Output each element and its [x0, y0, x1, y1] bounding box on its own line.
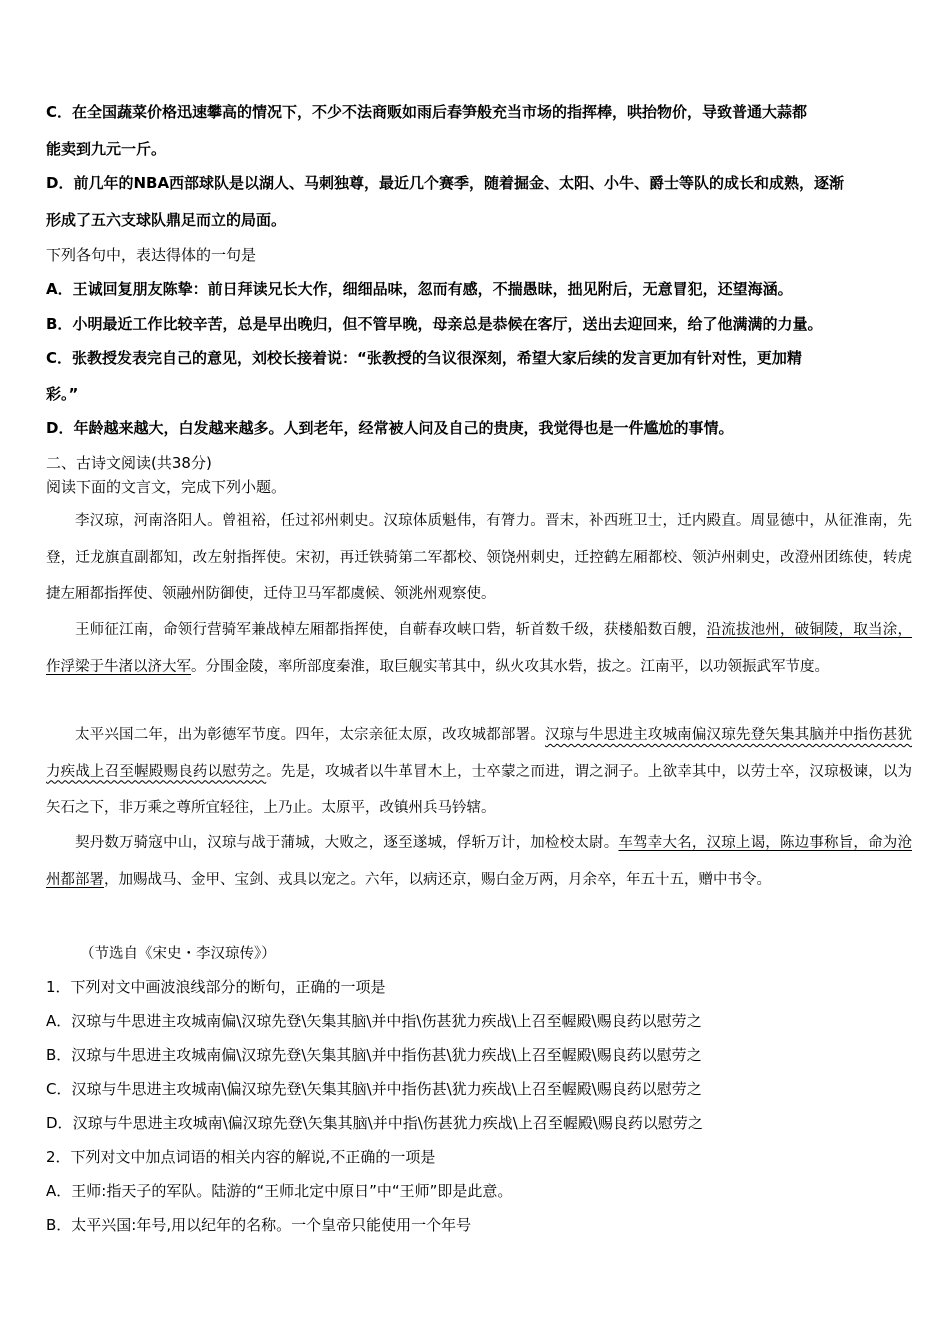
passage-paragraph-3: 太平兴国二年，出为彰德军节度。四年，太宗亲征太原，改攻城都部署。汉琼与牛思进主攻城南偏汉琼先登矢集其脑并中指伤甚犹力疾战上召至幄殿赐良药以慰劳之。先是，攻城者以牛革冒木上，士卒蒙之而进，谓之洞子。上欲幸其中，以劳士卒，汉琼极谏，以为矢石之下，非万乘之尊所宜轻往，上乃止。太原平，改镇州兵马钤辖。: [46, 727, 912, 816]
prev-option-c-line-1: C．在全国蔬菜价格迅速攀高的情况下，不少不法商贩如雨后春笋般充当市场的指挥棒，哄抬物价，导致普通大蒜都: [46, 103, 808, 121]
passage-paragraph-4: 契丹数万骑寇中山，汉琼与战于蒲城，大败之，逐至遂城，俘斩万计，加检校太尉。车驾幸大名，汉琼上谒，陈边事称旨，命为沧州都部署，加赐战马、金甲、宝剑、戎具以宠之。六年，以病还京，赐白金万两，月余卒，年五十五，赠中书令。: [46, 835, 912, 888]
prev-option-c-line-2: 能卖到九元一斤。: [46, 140, 167, 158]
decent-option-c-line-1: C．张教授发表完自己的意见，刘校长接着说：“张教授的刍议很深刻，希望大家后续的发言更加有针对性，更加精: [46, 349, 802, 367]
question-2-stem: 2．下列对文中加点词语的相关内容的解说,不正确的一项是: [46, 1148, 436, 1166]
decent-option-a: A．王诚回复朋友陈挚：前日拜读兄长大作，细细品味，忽而有感，不揣愚昧，拙见附后，无意冒犯，还望海涵。: [46, 280, 793, 298]
underlined-sentence-2: 车驾幸大名，汉琼上谒，陈边事称旨，命为沧州都部署: [46, 835, 912, 888]
prev-option-d-line-1: D．前几年的NBA西部球队是以湖人、马刺独尊，最近几个赛季，随着掘金、太阳、小牛、爵士等队的成长和成熟，逐渐: [46, 174, 845, 192]
decent-option-b: B．小明最近工作比较辛苦，总是早出晚归，但不管早晚，母亲总是恭候在客厅，送出去迎回来，给了他满满的力量。: [46, 315, 823, 333]
question-1-option-c: C．汉琼与牛思进主攻城南\偏汉琼先登\矢集其脑\并中指伤甚\犹力疾战\上召至幄殿\赐良药以慰劳之: [46, 1080, 702, 1098]
passage-paragraph-2: 王师征江南，命领行营骑军兼战棹左厢都指挥使，自蕲春攻峡口砦，斩首数千级，获楼船数百艘，沿流拔池州，破铜陵，取当涂，作浮梁于牛渚以济大军。分围金陵，率所部度秦淮，取巨舰实苇其中，纵火攻其水砦，拔之。江南平，以功领振武军节度。: [46, 622, 912, 675]
decent-option-d: D．年龄越来越大，白发越来越多。人到老年，经常被人问及自己的贵庚，我觉得也是一件尴尬的事情。: [46, 419, 734, 437]
question-stem-decent: 下列各句中，表达得体的一句是: [46, 246, 257, 264]
question-1-option-b: B．汉琼与牛思进主攻城南偏\汉琼先登\矢集其脑\并中指伤甚\犹力疾战\上召至幄殿\赐良药以慰劳之: [46, 1046, 702, 1064]
question-2-option-b: B．太平兴国:年号,用以纪年的名称。一个皇帝只能使用一个年号: [46, 1216, 472, 1234]
question-1-option-d: D．汉琼与牛思进主攻城南\偏汉琼先登\矢集其脑\并中指\伤甚犹力疾战\上召至幄殿\赐良药以慰劳之: [46, 1114, 703, 1132]
section-instruction: 阅读下面的文言文，完成下列小题。: [46, 478, 287, 496]
question-1-option-a: A．汉琼与牛思进主攻城南偏\汉琼先登\矢集其脑\并中指\伤甚犹力疾战\上召至幄殿\赐良药以慰劳之: [46, 1012, 702, 1030]
question-1-stem: 1．下列对文中画波浪线部分的断句，正确的一项是: [46, 978, 386, 996]
prev-option-d-line-2: 形成了五六支球队鼎足而立的局面。: [46, 211, 287, 229]
decent-option-c-line-2: 彩。”: [46, 385, 79, 403]
wavy-underlined-passage: 汉琼与牛思进主攻城南偏汉琼先登矢集其脑并中指伤甚犹力疾战上召至幄殿赐良药以慰劳之: [46, 727, 912, 780]
underlined-sentence-1: 沿流拔池州，破铜陵，取当涂，作浮梁于牛渚以济大军: [46, 622, 912, 675]
passage-source: （节选自《宋史・李汉琼传》）: [80, 946, 276, 962]
passage-paragraph-1: 李汉琼，河南洛阳人。曾祖裕，任过祁州刺史。汉琼体质魁伟，有膂力。晋末，补西班卫士，迁内殿直。周显德中，从征淮南，先登，迁龙旗直副都知，改左射指挥使。宋初，再迁铁骑第二军都校、领饶州刺史，迁控鹤左厢都校、领泸州刺史，改澄州团练使，转虎捷左厢都指挥使、领融州防御使，迁侍卫马军都虞候、领洮州观察使。: [46, 513, 912, 602]
question-2-option-a: A．王师:指天子的军队。陆游的“王师北定中原日”中“王师”即是此意。: [46, 1182, 513, 1200]
section-heading: 二、古诗文阅读(共38分): [46, 454, 212, 472]
